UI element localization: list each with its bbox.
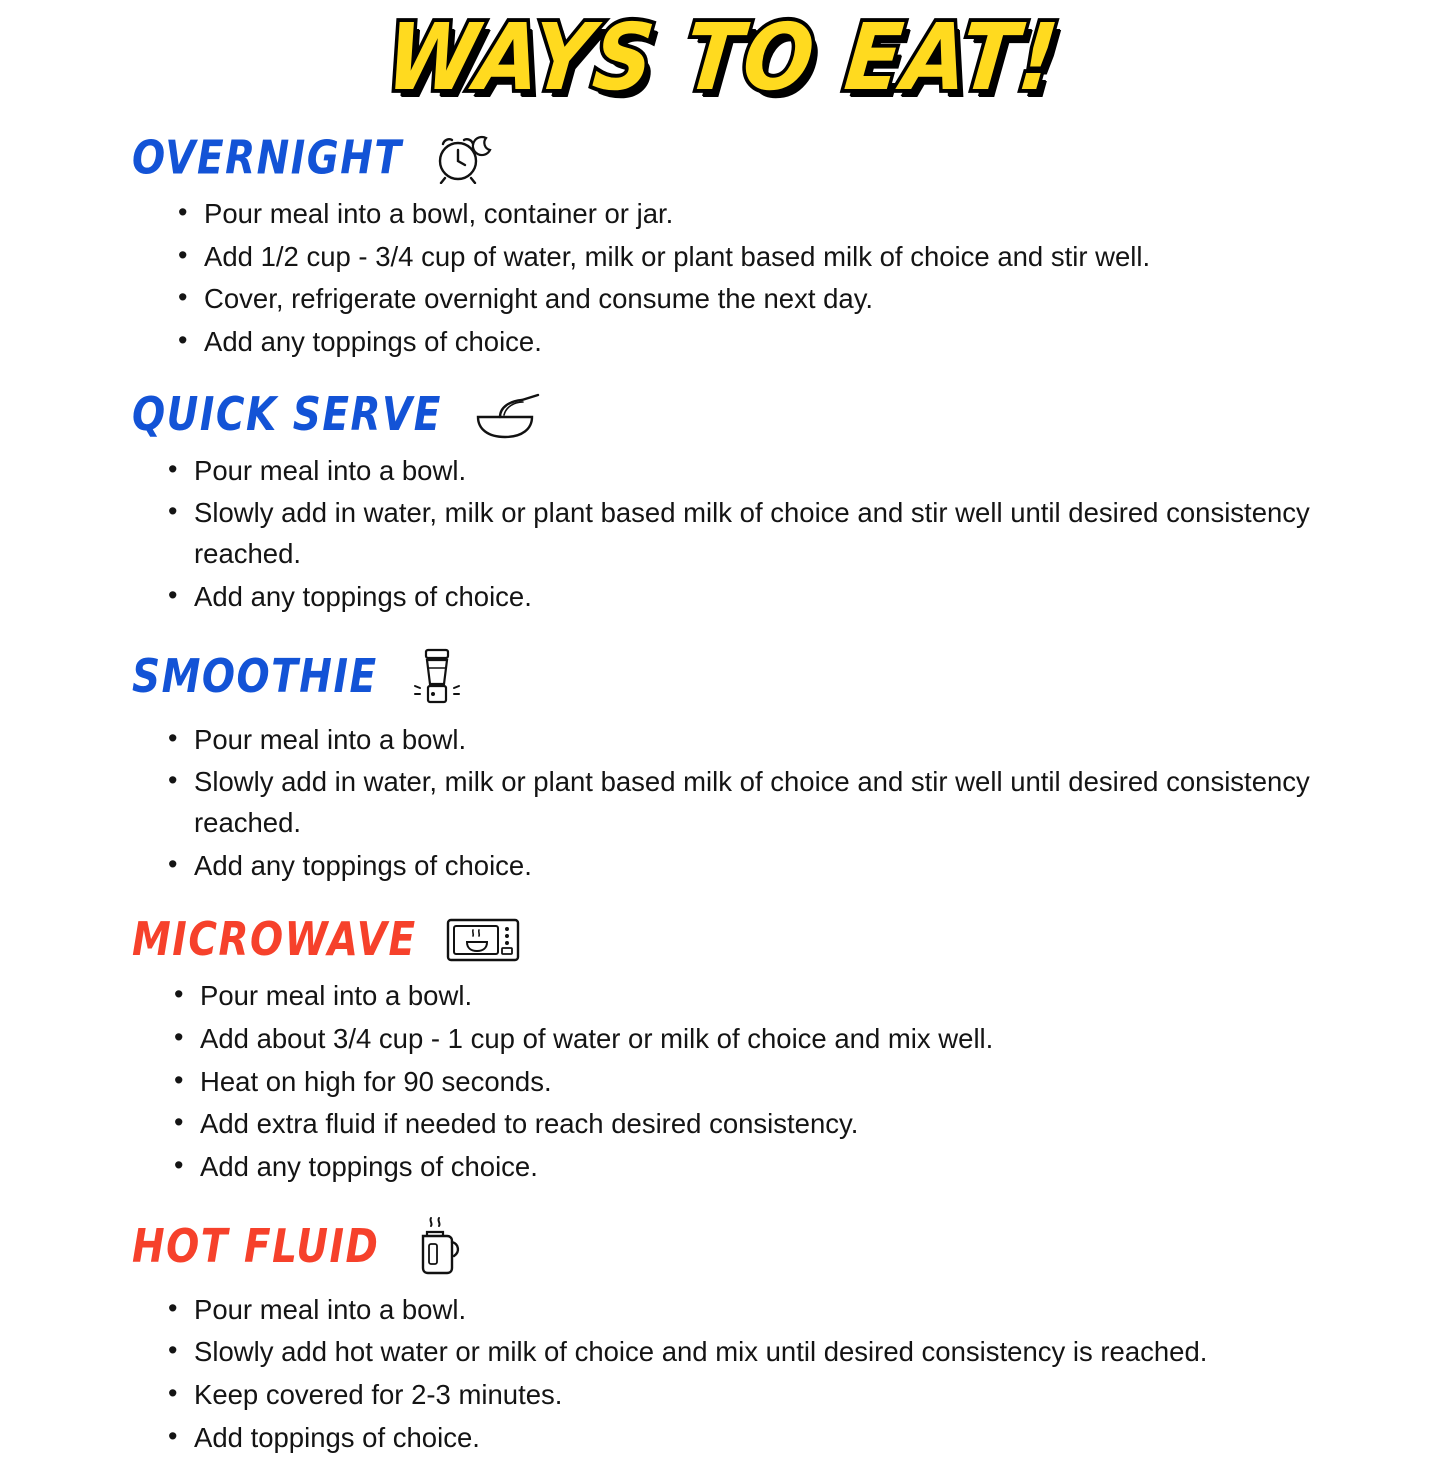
section-smoothie	[132, 646, 1375, 887]
steps-list-quick-serve	[132, 451, 1375, 618]
list-item: • Cover, refrigerate overnight and consume the next day.	[204, 279, 1324, 320]
list-item: • Heat on high for 90 seconds.	[200, 1062, 1320, 1103]
alarm-clock-moon-icon	[431, 132, 493, 184]
steps-list-microwave	[132, 976, 1375, 1187]
page-title: WAYS TO EAT!	[381, 5, 1065, 112]
section-overnight	[132, 132, 1375, 363]
microwave-icon	[445, 914, 521, 966]
section-title-overnight: OVERNIGHT	[132, 131, 403, 185]
section-quick-serve	[132, 391, 1375, 618]
list-item: • Add about 3/4 cup - 1 cup of water or milk of choice and mix well.	[200, 1019, 1320, 1060]
list-item: • Pour meal into a bowl, container or jar.	[204, 194, 1324, 235]
bowl-whisk-icon	[470, 391, 544, 441]
list-item: • Add any toppings of choice.	[204, 322, 1324, 363]
list-item: • Keep covered for 2-3 minutes.	[194, 1375, 1314, 1416]
list-item: • Add toppings of choice.	[194, 1418, 1314, 1458]
list-item: • Add 1/2 cup - 3/4 cup of water, milk or plant based milk of choice and stir well.	[204, 237, 1324, 278]
section-header-microwave	[132, 914, 1375, 966]
list-item: • Pour meal into a bowl.	[194, 1290, 1314, 1331]
blender-icon	[406, 646, 466, 710]
list-item: • Add extra fluid if needed to reach desired consistency.	[200, 1104, 1320, 1145]
section-header-overnight	[132, 132, 1375, 184]
section-header-hot-fluid	[132, 1216, 1375, 1280]
steps-list-overnight	[132, 194, 1375, 363]
section-title-hot-fluid: HOT FLUID	[132, 1221, 380, 1275]
list-item: • Add any toppings of choice.	[200, 1147, 1320, 1188]
list-item: • Slowly add in water, milk or plant based milk of choice and stir well until desired consistency reached.	[194, 493, 1314, 574]
list-item: • Slowly add in water, milk or plant based milk of choice and stir well until desired consistency reached.	[194, 762, 1314, 843]
section-header-quick-serve	[132, 391, 1375, 441]
list-item: • Slowly add hot water or milk of choice and mix until desired consistency is reached.	[194, 1332, 1314, 1373]
section-hot-fluid	[132, 1216, 1375, 1458]
page-title-wrap	[0, 0, 1445, 112]
sections-container	[0, 106, 1445, 1458]
list-item: • Add any toppings of choice.	[194, 577, 1314, 618]
section-title-microwave: MICROWAVE	[132, 913, 417, 967]
kettle-icon	[407, 1216, 465, 1280]
section-header-smoothie	[132, 646, 1375, 710]
section-microwave	[132, 914, 1375, 1187]
list-item: • Add any toppings of choice.	[194, 846, 1314, 887]
steps-list-smoothie	[132, 720, 1375, 887]
list-item: • Pour meal into a bowl.	[194, 720, 1314, 761]
section-title-quick-serve: QUICK SERVE	[132, 389, 442, 443]
steps-list-hot-fluid	[132, 1290, 1375, 1458]
list-item: • Pour meal into a bowl.	[194, 451, 1314, 492]
list-item: • Pour meal into a bowl.	[200, 976, 1320, 1017]
section-title-smoothie: SMOOTHIE	[132, 650, 378, 705]
